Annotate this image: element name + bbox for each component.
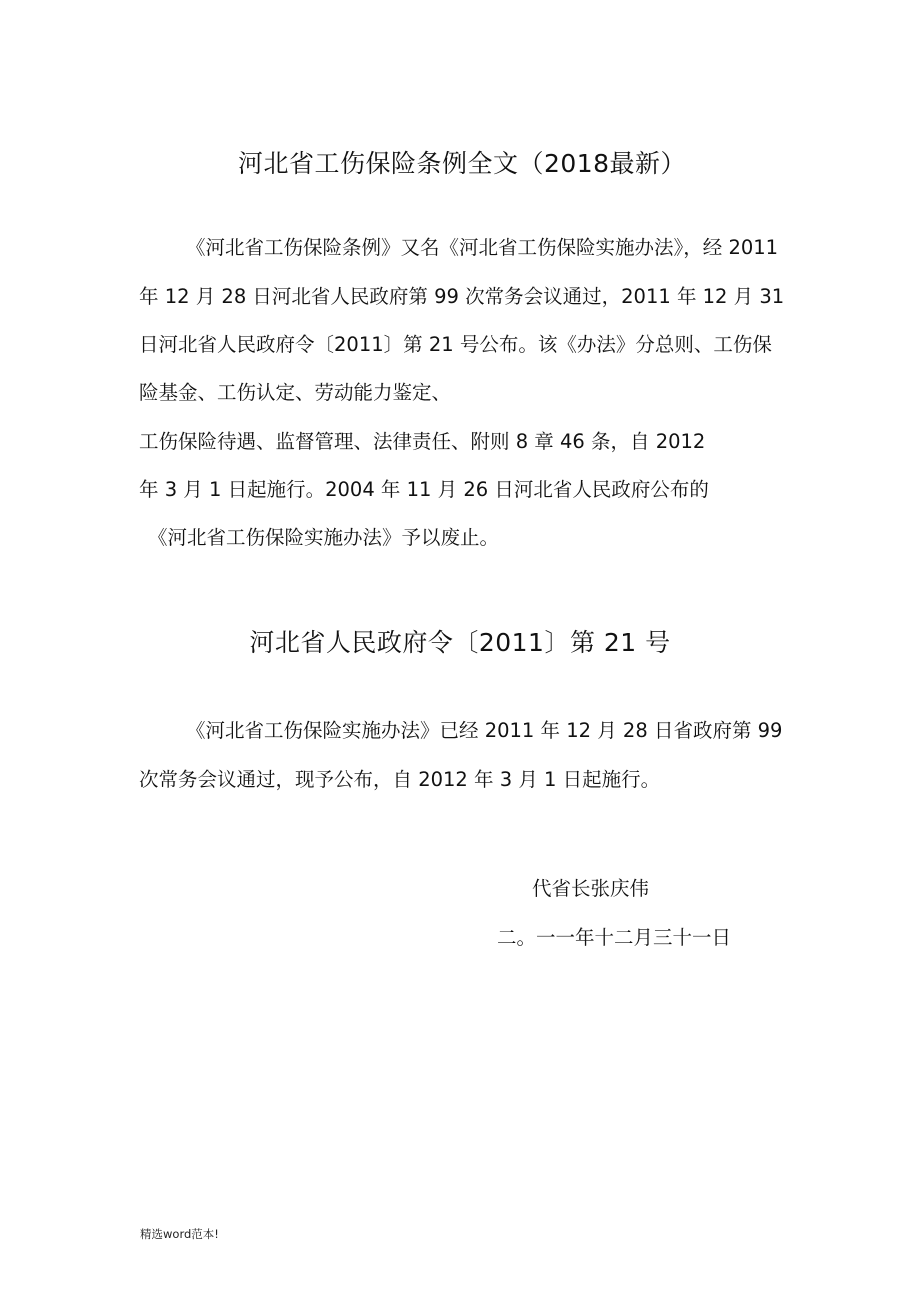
intro-line-2: 年 12 月 28 日河北省人民政府第 99 次常务会议通过，2011 年 12 月 31 bbox=[139, 285, 785, 308]
signature-date: 二。一一年十二月三十一日 bbox=[497, 926, 732, 949]
intro-line-3: 日河北省人民政府令〔2011〕第 21 号公布。该《办法》分总则、工伤保 bbox=[139, 333, 772, 356]
intro-line-4: 险基金、工伤认定、劳动能力鉴定、 bbox=[139, 381, 452, 404]
intro-line-1: 《河北省工伤保险条例》又名《河北省工伤保险实施办法》，经 2011 bbox=[186, 236, 779, 259]
intro-line-5: 工伤保险待遇、监督管理、法律责任、附则 8 章 46 条，自 2012 bbox=[139, 430, 706, 453]
document-title: 河北省工伤保险条例全文（2018最新） bbox=[237, 149, 687, 178]
footer-note: 精选word范本! bbox=[140, 1227, 219, 1241]
intro-line-7: 《河北省工伤保险实施办法》予以废止。 bbox=[148, 526, 500, 549]
signatory: 代省长张庆伟 bbox=[532, 877, 650, 900]
decree-title: 河北省人民政府令〔2011〕第 21 号 bbox=[249, 628, 671, 657]
intro-line-6: 年 3 月 1 日起施行。2004 年 11 月 26 日河北省人民政府公布的 bbox=[139, 478, 709, 501]
decree-line-2: 次常务会议通过，现予公布，自 2012 年 3 月 1 日起施行。 bbox=[139, 768, 661, 791]
decree-line-1: 《河北省工伤保险实施办法》已经 2011 年 12 月 28 日省政府第 99 bbox=[186, 719, 783, 742]
